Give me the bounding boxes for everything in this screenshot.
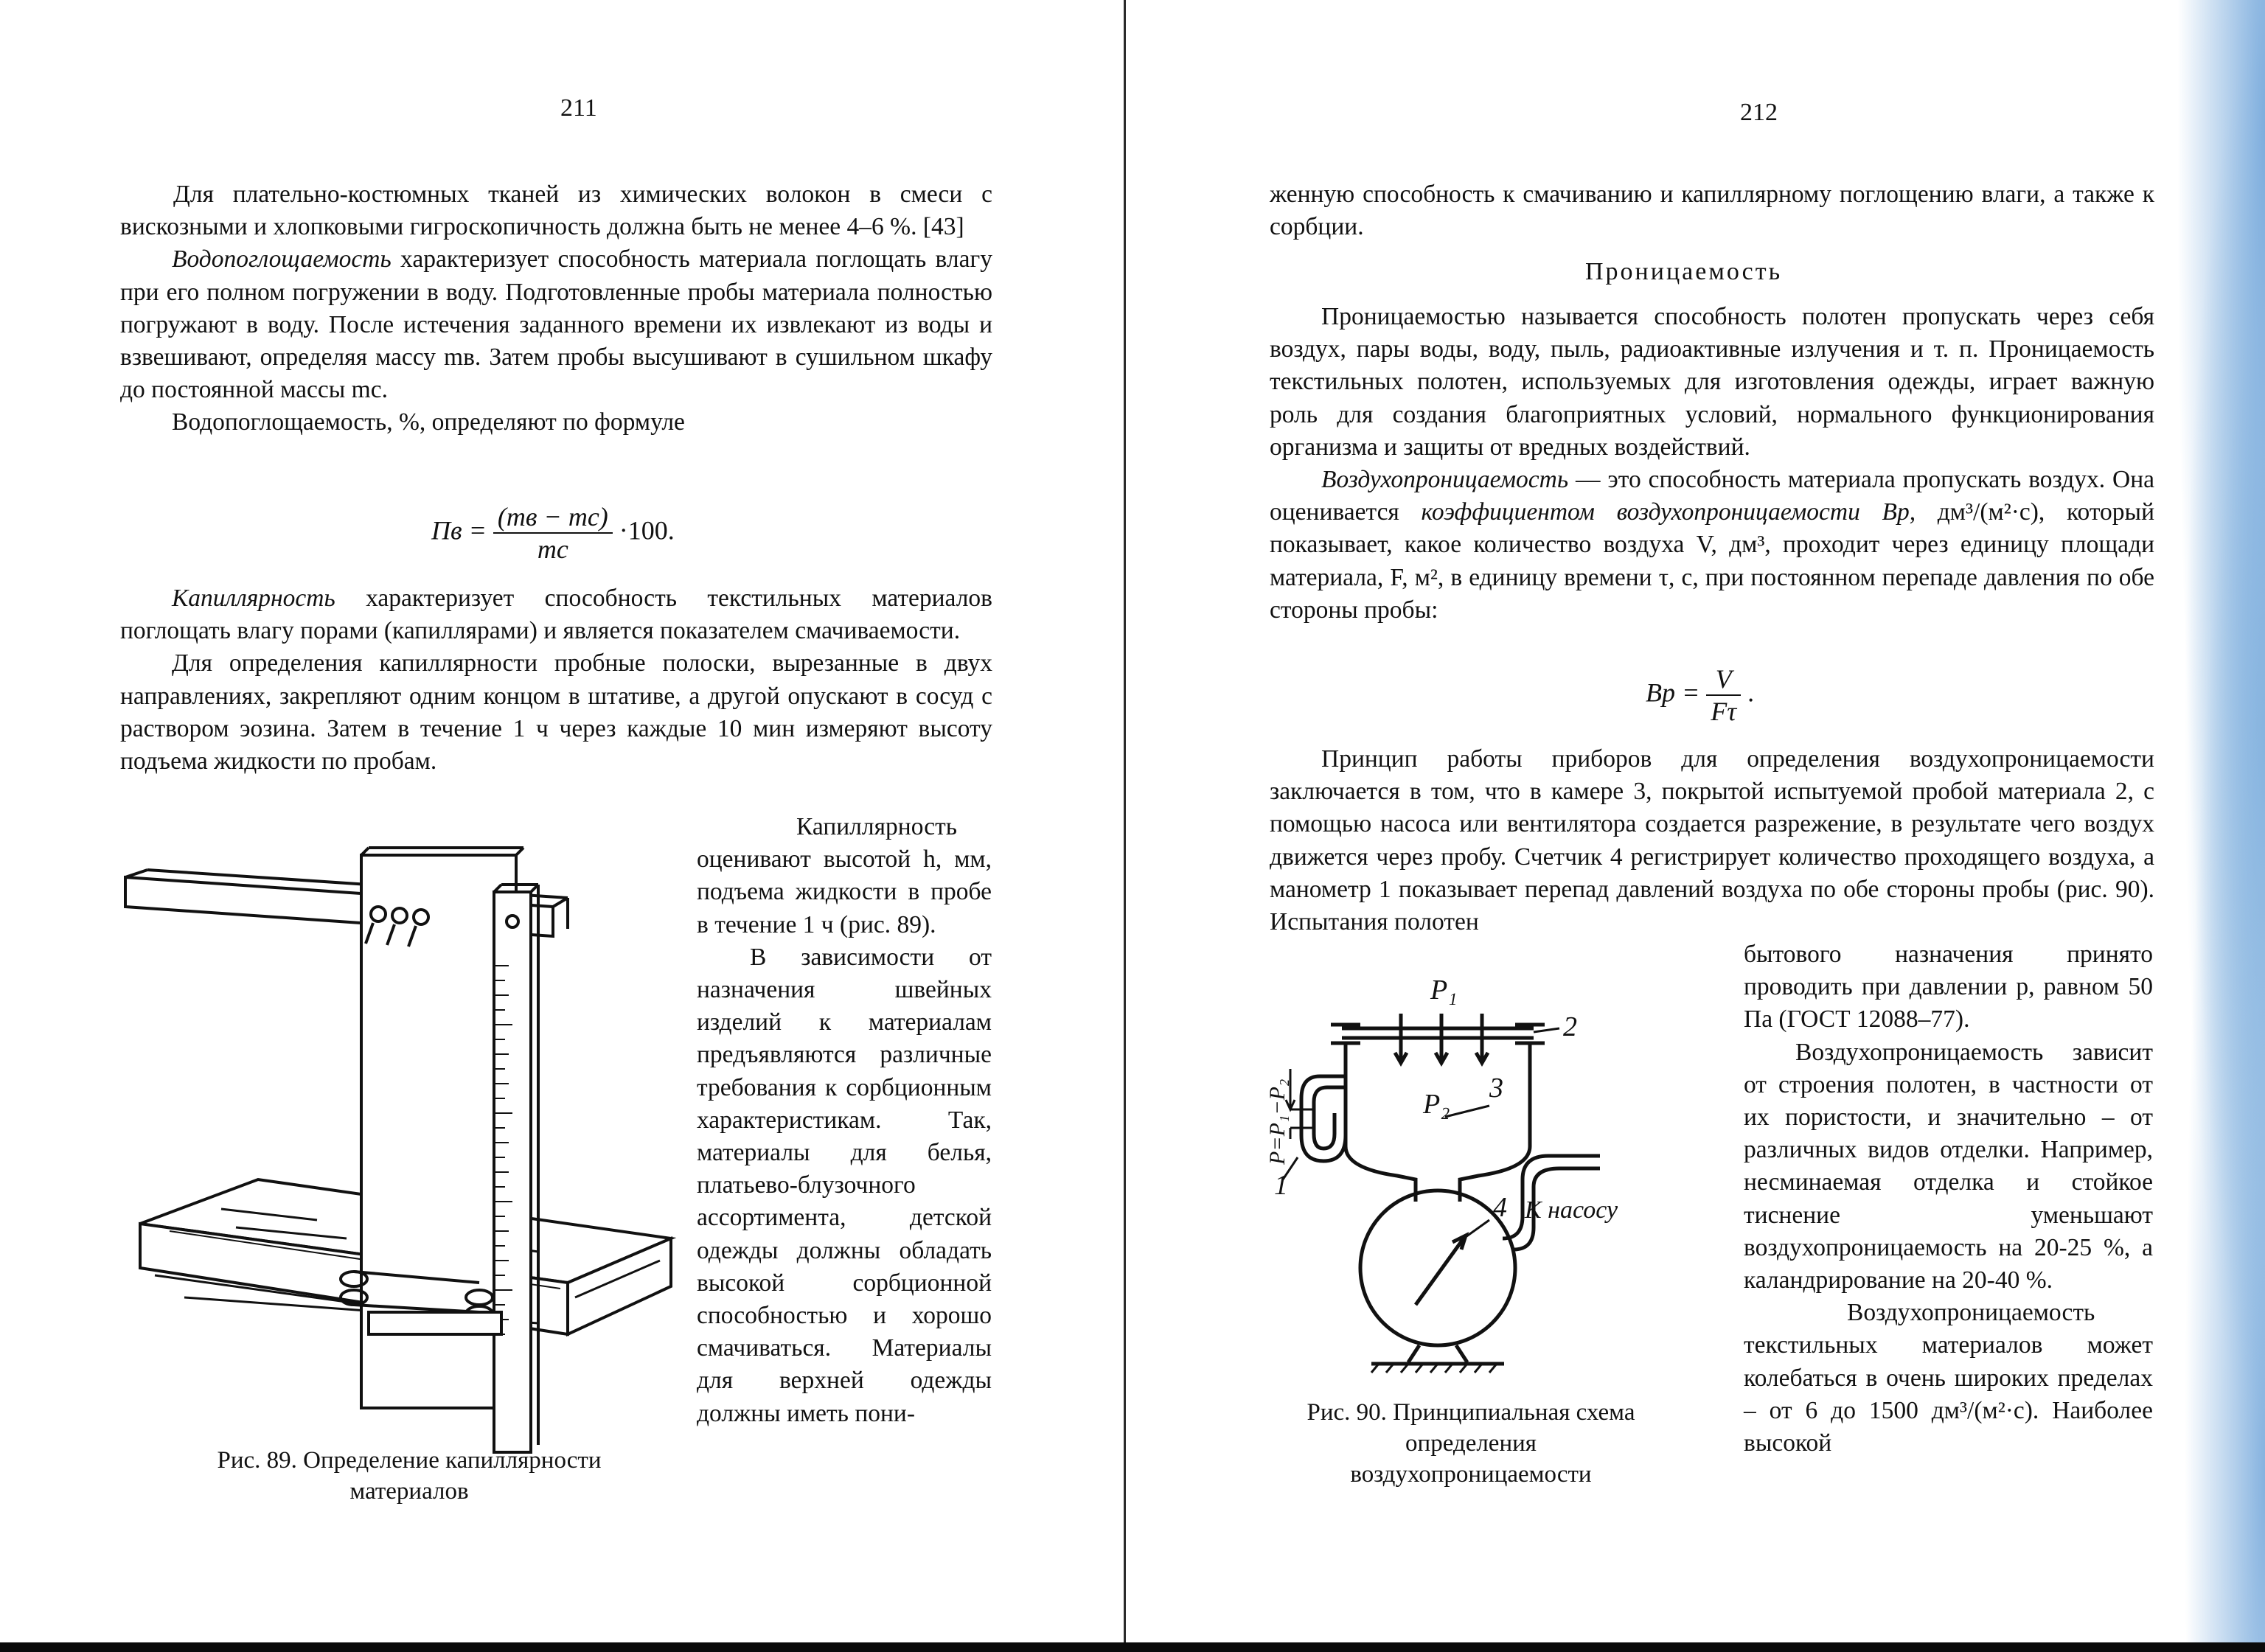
- paragraph: Капиллярность оценивают высотой h, мм, подъема жидкости в пробе в течение 1 ч (рис. 89).: [697, 813, 992, 938]
- left-page: [0, 0, 1128, 1644]
- formula-denominator: mс: [537, 534, 568, 564]
- paragraph: бытового назначения принято проводить при давлении p, равном 50 Па (ГОСТ 12088–77).: [1744, 941, 2153, 1034]
- term: Воздухопроницаемость: [1321, 466, 1569, 494]
- formula-lhs: Пв =: [431, 515, 487, 546]
- figure-caption: Рис. 89. Определение капиллярности материалов: [217, 1447, 602, 1505]
- left-top-text: [120, 178, 992, 439]
- paragraph: [1270, 464, 2154, 627]
- paragraph: В зависимости от назначения швейных изделий к материалам предъявляются различные требования к сорбционным характеристикам. Так, материалы для белья, платьево-блузочного ассортимента, детской одежды должны обладать высокой сорбционной способностью и хорошо смачиваться. Материалы для верхней одежды должны иметь пони-: [697, 943, 992, 1427]
- formula-denominator: Fτ: [1711, 697, 1737, 726]
- term: Капиллярность: [172, 585, 335, 612]
- formula-numerator: V: [1706, 663, 1741, 696]
- right-page: [1128, 0, 2265, 1644]
- term: коэффициентом воздухопроницаемости Bp,: [1421, 498, 1916, 526]
- label-pressure-diff: P=P₁−P₂: [1265, 1078, 1290, 1165]
- page-number: 211: [560, 94, 597, 122]
- right-mid-text: [1270, 743, 2154, 938]
- label-p1: P₁: [1430, 975, 1458, 1006]
- formula-water-absorption: [431, 501, 675, 565]
- scan-edge-tint: [2162, 0, 2265, 1644]
- paragraph: [120, 582, 992, 647]
- paragraph: Воздухопроницаемость зависит от строения полотен, в частности от их пористости, и значительно – от различных видов отделки. Например, несминаемая отделка и стойкое тиснение уменьшают воздухопроницаемость на 20-25 %, а каландрирование на 20-40 %.: [1744, 1038, 2153, 1294]
- paragraph-text: характеризует способность текстильных материалов поглощать влагу порами (капиллярами) и является показателем смачиваемости.: [120, 585, 992, 645]
- label-2: 2: [1563, 1011, 1577, 1042]
- paragraph-text: характеризует способность материала поглощать влагу при его полном погружении в воду. Подготовленные пробы материала полностью погружают в воду. После истечения заданного времени их извлекают из воды и взвешивают, определяя массу mв. Затем пробы высушивают в сушильном шкафу до постоянной массы mс.: [120, 245, 992, 404]
- paragraph: Для определения капиллярности пробные полоски, вырезанные в двух направлениях, закрепляют одним концом в штативе, а другой опускают в сосуд с раствором эозина. Затем в течение 1 ч через каждые 10 мин измеряют высоту подъема жидкости по пробам.: [120, 649, 992, 776]
- paragraph: Водопоглощаемость, %, определяют по формуле: [172, 408, 685, 436]
- paragraph: Принцип работы приборов для определения воздухопроницаемости заключается в том, что в камере 3, покрытой испытуемой пробой материала 2, с помощью насоса или вентилятора создается разрежение, в результате чего воздух движется через пробу. Счетчик 4 регистрирует количество проходящего воздуха, а манометр 1 показывает перепад давлений воздуха по обе стороны пробы (рис. 90). Испытания полотен: [1270, 745, 2154, 936]
- label-p2: P₂: [1423, 1089, 1450, 1120]
- paragraph: Для плательно-костюмных тканей из химических волокон в смеси с вискозными и хлопковыми гигроскопичность должна быть не менее 4–6 %. [43]: [120, 181, 992, 241]
- right-top-text: [1270, 178, 2154, 243]
- term: Водопоглощаемость: [172, 245, 392, 273]
- label-4: 4: [1493, 1192, 1507, 1223]
- figure-caption: Рис. 90. Принципиальная схема определения воздухопроницаемости: [1307, 1399, 1635, 1488]
- paragraph: Воздухопроницаемость текстильных материалов может колебаться в очень широких пределах – от 6 до 1500 дм³/(м²·с). Наиболее высокой: [1744, 1299, 2153, 1457]
- formula-numerator: (mв − mс): [493, 501, 613, 534]
- formula-rhs: ·100.: [619, 515, 675, 546]
- page-number: 212: [1740, 99, 1778, 126]
- section-heading: Проницаемость: [1585, 258, 1783, 285]
- scan-bottom-edge: [0, 1642, 2265, 1652]
- paragraph: Проницаемостью называется способность полотен пропускать через себя воздух, пары воды, воду, пыль, радиоактивные излучения и т. п. Проницаемость текстильных полотен, используемых для изготовления одежды, играет важную роль для создания благоприятных условий, нормального функционирования организма и защиты от вредных воздействий.: [1270, 303, 2154, 461]
- label-3: 3: [1489, 1073, 1503, 1104]
- formula-rhs: .: [1747, 677, 1755, 708]
- right-side-column: [1744, 938, 2153, 1460]
- paragraph: [120, 243, 992, 406]
- formula-fraction: [1706, 663, 1741, 727]
- right-body-text: [1270, 301, 2154, 627]
- left-side-column: [697, 811, 992, 1430]
- paragraph: женную способность к смачиванию и капиллярному поглощению влаги, а также к сорбции.: [1270, 181, 2154, 241]
- formula-fraction: [493, 501, 613, 565]
- paragraph-text: дм³/(м²·с), который показывает, какое количество воздуха V, дм³, проходит через единицу площади материала, F, м², в единицу времени τ, с, при постоянном перепаде давления по обе стороны пробы:: [1270, 498, 2154, 624]
- label-1: 1: [1274, 1170, 1288, 1201]
- capillarity-figure: [125, 826, 686, 1445]
- left-mid-text: [120, 582, 992, 778]
- formula-air-permeability: [1646, 663, 1754, 727]
- paragraph-text: — это способность материала пропускать воздух. Она оценивается: [1270, 466, 2154, 526]
- book-gutter: [1124, 0, 1126, 1644]
- air-permeability-diagram: [1265, 958, 1681, 1371]
- label-pump: К насосу: [1525, 1196, 1618, 1224]
- formula-lhs: Bp =: [1646, 677, 1700, 708]
